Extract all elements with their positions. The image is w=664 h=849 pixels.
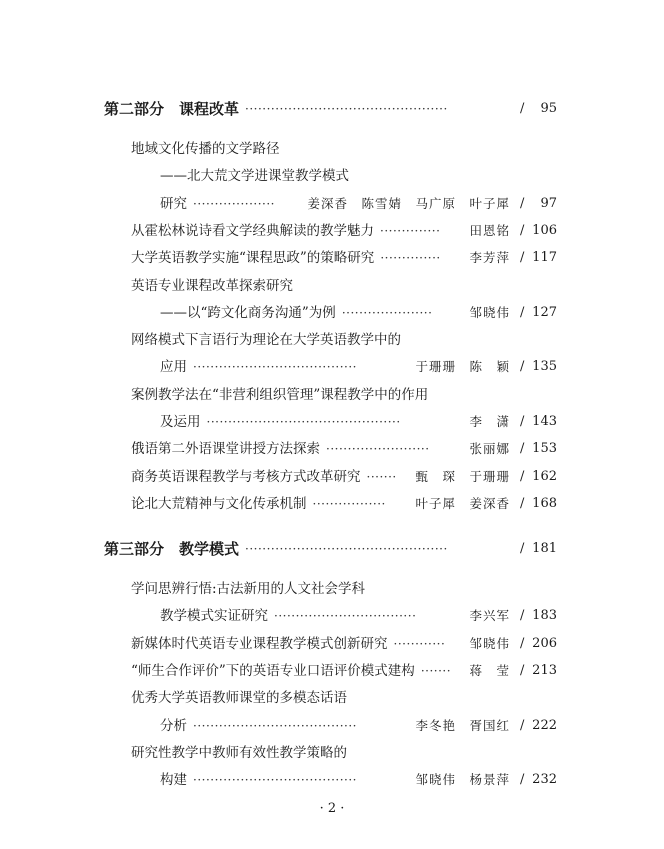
toc-page-number[interactable]: 162 [532, 468, 557, 484]
toc-page-number[interactable]: 153 [532, 441, 557, 457]
toc-entry-row [0, 301, 664, 325]
toc-leader-dots: ································· [274, 609, 417, 624]
toc-entry-title[interactable]: 研究性教学中教师有效性教学策略的 [131, 744, 347, 761]
toc-slash: / [520, 468, 525, 484]
toc-slash: / [520, 195, 525, 211]
toc-entry-row [0, 383, 664, 407]
toc-page-number[interactable]: 183 [532, 608, 557, 624]
toc-entry-row [0, 328, 664, 352]
toc-author: 邹晓伟 [469, 304, 510, 320]
toc-author: 蒋 莹 [469, 662, 510, 678]
toc-entry-row [0, 632, 664, 656]
toc-entry-row [0, 274, 664, 298]
toc-author: 李冬艳 胥国红 [415, 717, 510, 733]
toc-entry-row [0, 137, 664, 161]
toc-entry-title[interactable]: 网络模式下言语行为理论在大学英语教学中的 [131, 332, 401, 349]
toc-entry-title[interactable]: 分析 [160, 717, 187, 734]
toc-entry-row [0, 219, 664, 243]
toc-slash: / [520, 772, 525, 788]
toc-page-number[interactable]: 181 [532, 541, 557, 556]
toc-entry-row [0, 577, 664, 601]
toc-entry-title[interactable]: 英语专业课程改革探索研究 [131, 277, 293, 294]
toc-leader-dots: ··················· [193, 196, 275, 211]
toc-entry-row [0, 659, 664, 683]
toc-slash: / [520, 304, 525, 320]
toc-entry-title[interactable]: 地域文化传播的文学路径 [131, 141, 280, 157]
toc-leader-dots: ············································· [206, 415, 401, 429]
toc-leader-dots: ··············································· [245, 102, 448, 116]
toc-page-number[interactable]: 106 [532, 222, 557, 238]
toc-entry-title[interactable]: 教学模式实证研究 [160, 608, 268, 625]
toc-entry-title[interactable]: 应用 [160, 359, 187, 376]
toc-page-number[interactable]: 206 [532, 635, 557, 651]
toc-entry-title[interactable]: 优秀大学英语教师课堂的多模态话语 [131, 690, 347, 707]
toc-entry-row [0, 437, 664, 461]
toc-entry-row [0, 686, 664, 710]
toc-entry-row [0, 410, 664, 434]
toc-author: 叶子犀 姜深香 [415, 495, 510, 511]
toc-page-number[interactable]: 95 [540, 101, 557, 116]
toc-entry-row [0, 604, 664, 628]
toc-entry-row [0, 492, 664, 516]
section-heading-row [0, 97, 664, 121]
toc-author: 于珊珊 陈 颖 [415, 359, 510, 375]
toc-slash: / [520, 250, 525, 266]
toc-page-number[interactable]: 143 [532, 414, 557, 429]
toc-leader-dots: ······································ [193, 718, 357, 733]
toc-entry-title[interactable]: 及运用 [160, 414, 201, 430]
toc-entry-title[interactable]: “师生合作评价”下的英语专业口语评价模式建构 [131, 662, 415, 679]
toc-slash: / [520, 495, 525, 511]
toc-author: 田恩铭 [469, 222, 510, 238]
toc-page-number[interactable]: 127 [532, 304, 557, 320]
toc-entry-title[interactable]: 新媒体时代英语专业课程教学模式创新研究 [131, 635, 388, 652]
toc-leader-dots: ······································ [193, 360, 357, 375]
toc-slash: / [520, 222, 525, 238]
section-title[interactable]: 第三部分 教学模式 [104, 540, 240, 558]
toc-entry-title[interactable]: 从霍松林说诗看文学经典解读的教学魅力 [131, 222, 374, 239]
toc-page-number[interactable]: 213 [532, 662, 557, 678]
toc-entry-row [0, 192, 664, 216]
toc-entry-row [0, 741, 664, 765]
toc-author: 邹晓伟 [469, 635, 510, 651]
toc-page-number[interactable]: 222 [532, 717, 557, 733]
toc-entry-row [0, 355, 664, 379]
toc-slash: / [520, 541, 525, 556]
toc-slash: / [520, 441, 525, 457]
toc-leader-dots: ·············· [380, 251, 441, 266]
toc-entry-title[interactable]: 商务英语课程教学与考核方式改革研究 [131, 468, 361, 485]
toc-entry-title[interactable]: ——北大荒文学进课堂教学模式 [160, 168, 349, 185]
toc-author: 李 潇 [469, 414, 510, 429]
toc-entry-title[interactable]: 研究 [160, 195, 187, 212]
toc-entry-title[interactable]: 构建 [160, 772, 187, 789]
toc-leader-dots: ······· [420, 663, 452, 678]
toc-slash: / [520, 608, 525, 624]
toc-entry-title[interactable]: 大学英语教学实施“课程思政”的策略研究 [131, 250, 375, 267]
toc-entry-title[interactable]: 案例教学法在“非营利组织管理”课程教学中的作用 [131, 386, 429, 403]
toc-leader-dots: ······································ [193, 773, 357, 788]
toc-page-number[interactable]: 232 [532, 772, 557, 788]
section-heading-row [0, 537, 664, 561]
toc-entry-row [0, 246, 664, 270]
toc-slash: / [520, 717, 525, 733]
toc-page-number[interactable]: 135 [532, 359, 557, 375]
toc-entry-row [0, 465, 664, 489]
section-title[interactable]: 第二部分 课程改革 [104, 100, 240, 118]
toc-author: 邹晓伟 杨景萍 [415, 772, 510, 788]
toc-page-number[interactable]: 168 [532, 495, 557, 511]
toc-leader-dots: ············ [393, 636, 446, 651]
toc-entry-title[interactable]: 学问思辨行悟:古法新用的人文社会学科 [131, 581, 366, 597]
toc-slash: / [520, 101, 525, 116]
toc-slash: / [520, 414, 525, 429]
toc-slash: / [520, 635, 525, 651]
toc-entry-title[interactable]: ——以“跨文化商务沟通”为例 [160, 304, 336, 321]
page-number: · 2 · [319, 801, 345, 816]
toc-leader-dots: ·············· [380, 223, 441, 238]
toc-author: 李芳萍 [469, 250, 510, 266]
toc-author: 姜深香 陈雪婧 马广原 叶子犀 [307, 195, 510, 211]
toc-entry-row [0, 768, 664, 792]
toc-author: 李兴军 [469, 608, 510, 624]
toc-leader-dots: ······· [366, 469, 397, 484]
toc-leader-dots: ························ [326, 442, 430, 457]
toc-entry-row [0, 164, 664, 188]
toc-slash: / [520, 359, 525, 375]
toc-entry-title[interactable]: 俄语第二外语课堂讲授方法探索 [131, 441, 320, 458]
toc-entry-title[interactable]: 论北大荒精神与文化传承机制 [131, 495, 307, 512]
toc-author: 张丽娜 [469, 441, 510, 457]
toc-author: 甄 琛 于珊珊 [415, 468, 510, 484]
toc-leader-dots: ················· [312, 496, 386, 511]
toc-leader-dots: ····················· [341, 305, 433, 320]
toc-slash: / [520, 662, 525, 678]
toc-page-number[interactable]: 117 [532, 250, 557, 266]
toc-entry-row [0, 714, 664, 738]
toc-page-number[interactable]: 97 [540, 195, 557, 211]
toc-leader-dots: ··············································· [245, 542, 448, 556]
